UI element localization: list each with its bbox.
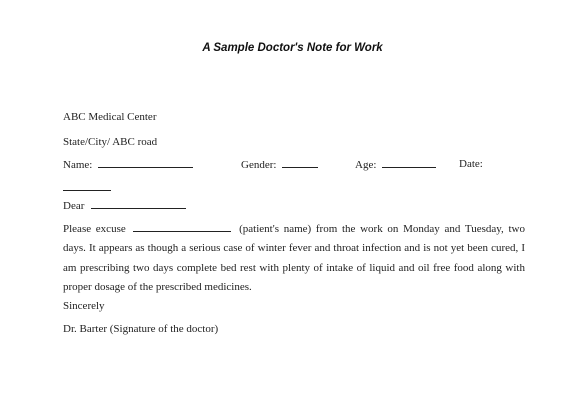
age-blank bbox=[382, 158, 436, 168]
salutation-line bbox=[63, 199, 186, 212]
date-field-continued bbox=[63, 178, 111, 196]
salutation: Dear bbox=[63, 200, 85, 212]
gender-blank bbox=[282, 158, 318, 168]
age-field bbox=[355, 158, 436, 171]
name-field bbox=[63, 158, 193, 171]
patient-name-blank bbox=[133, 222, 231, 232]
name-label: Name: bbox=[63, 159, 93, 171]
date-label: Date: bbox=[459, 158, 483, 170]
body-rest: (patient's name) from the work on Monday and Tuesday, two days. It appears as though a serious case of winter fever and throat infection and is not yet been cured, I am prescribing two days complete bed rest with plenty of intake of liquid and oil free food along with proper dosage of the prescribed medicines. bbox=[63, 223, 525, 293]
date-blank bbox=[63, 181, 111, 191]
body-intro: Please excuse bbox=[63, 223, 126, 235]
date-field bbox=[459, 158, 483, 170]
salutation-blank bbox=[91, 199, 186, 209]
document-title: A Sample Doctor's Note for Work bbox=[202, 42, 383, 54]
signature: Dr. Barter (Signature of the doctor) bbox=[63, 323, 219, 335]
gender-label: Gender: bbox=[241, 159, 277, 171]
gender-field bbox=[241, 158, 318, 171]
address: State/City/ ABC road bbox=[63, 136, 158, 148]
org-name: ABC Medical Center bbox=[63, 111, 157, 123]
body-paragraph bbox=[63, 220, 525, 297]
closing: Sincerely bbox=[63, 300, 105, 312]
name-blank bbox=[98, 158, 193, 168]
age-label: Age: bbox=[355, 159, 377, 171]
